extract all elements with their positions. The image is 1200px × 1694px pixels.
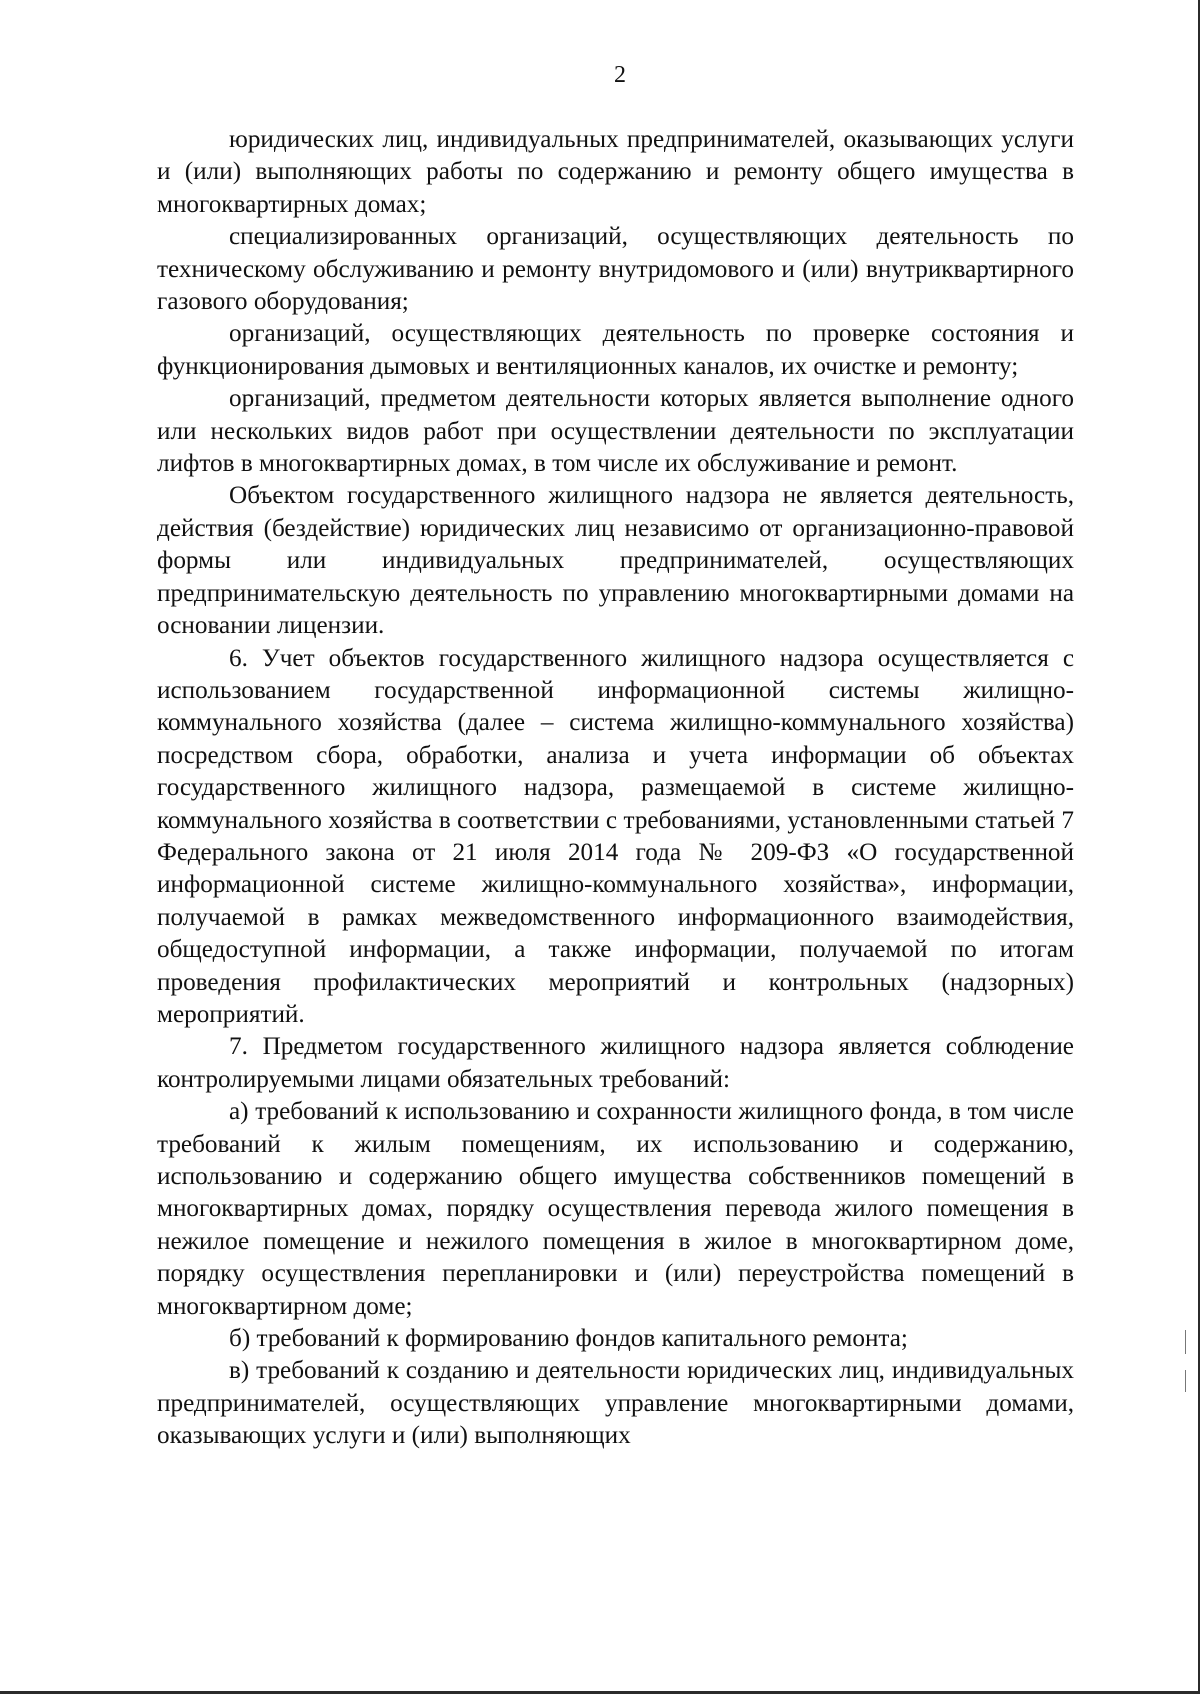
paragraph-gas-equipment-organizations: специализированных организаций, осуществляющих деятельность по техническому обслуживанию и ремонту внутридомового и (или) внутриквартирного газового оборудования; xyxy=(157,223,1074,316)
paragraph-management-organizations: юридических лиц, индивидуальных предпринимателей, оказывающих услуги и (или) выполняющих работы по содержанию и ремонту общего имущества в многоквартирных домах; xyxy=(157,126,1074,218)
paragraph-item-7: 7. Предметом государственного жилищного надзора является соблюдение контролируемыми лицами обязательных требований: xyxy=(157,1033,1074,1093)
scan-mark xyxy=(1185,1330,1186,1354)
paragraph-item-6: 6. Учет объектов государственного жилищного надзора осуществляется с использованием государственной информационной системы жилищно-коммунального хозяйства (далее – система жилищно-коммунального хозяйства) посредством сбора, обработки, анализа и учета информации об объектах государственного жилищного надзора, размещаемой в системе жилищно-коммунального хозяйства в соответствии с требованиями, установленными статьей 7 Федерального закона от 21 июля 2014 года № 209-ФЗ «О государственной информационной системе жилищно-коммунального хозяйства», информации, получаемой в рамках межведомственного информационного взаимодействия, общедоступной информации, а также информации, получаемой по итогам проведения профилактических мероприятий и контрольных (надзорных) мероприятий. xyxy=(157,644,1074,1028)
paragraph-item-7a: а) требований к использованию и сохранности жилищного фонда, в том числе требований к жилым помещениям, их использованию и содержанию, использованию и содержанию общего имущества собственников помещений в многоквартирных домах, порядку осуществления перевода жилого помещения в нежилое помещение и нежилого помещения в жилое в многоквартирном доме, порядку осуществления перепланировки и (или) переустройства помещений в многоквартирном доме; xyxy=(157,1098,1074,1320)
paragraph-item-7b: б) требований к формированию фондов капитального ремонта; xyxy=(229,1325,908,1353)
paragraph-elevator-organizations: организаций, предметом деятельности которых является выполнение одного или нескольких видов работ при осуществлении деятельности по эксплуатации лифтов в многоквартирных домах, в том числе их обслуживание и ремонт. xyxy=(157,385,1074,478)
paragraph-ventilation-organizations: организаций, осуществляющих деятельность по проверке состояния и функционирования дымовых и вентиляционных каналов, их очистке и ремонту; xyxy=(157,320,1074,380)
document-body xyxy=(157,124,1074,1453)
paragraph-not-an-object: Объектом государственного жилищного надзора не является деятельность, действия (бездействие) юридических лиц независимо от организационно-правовой формы или индивидуальных предпринимателей, осуществляющих предпринимательскую деятельность по управлению многоквартирными домами на основании лицензии. xyxy=(157,482,1074,640)
scan-mark xyxy=(1185,1370,1186,1392)
paragraph-item-7v: в) требований к созданию и деятельности юридических лиц, индивидуальных предпринимателей, осуществляющих управление многоквартирными домами, оказывающих услуги и (или) выполняющих xyxy=(157,1357,1074,1450)
page-number: 2 xyxy=(614,62,626,88)
